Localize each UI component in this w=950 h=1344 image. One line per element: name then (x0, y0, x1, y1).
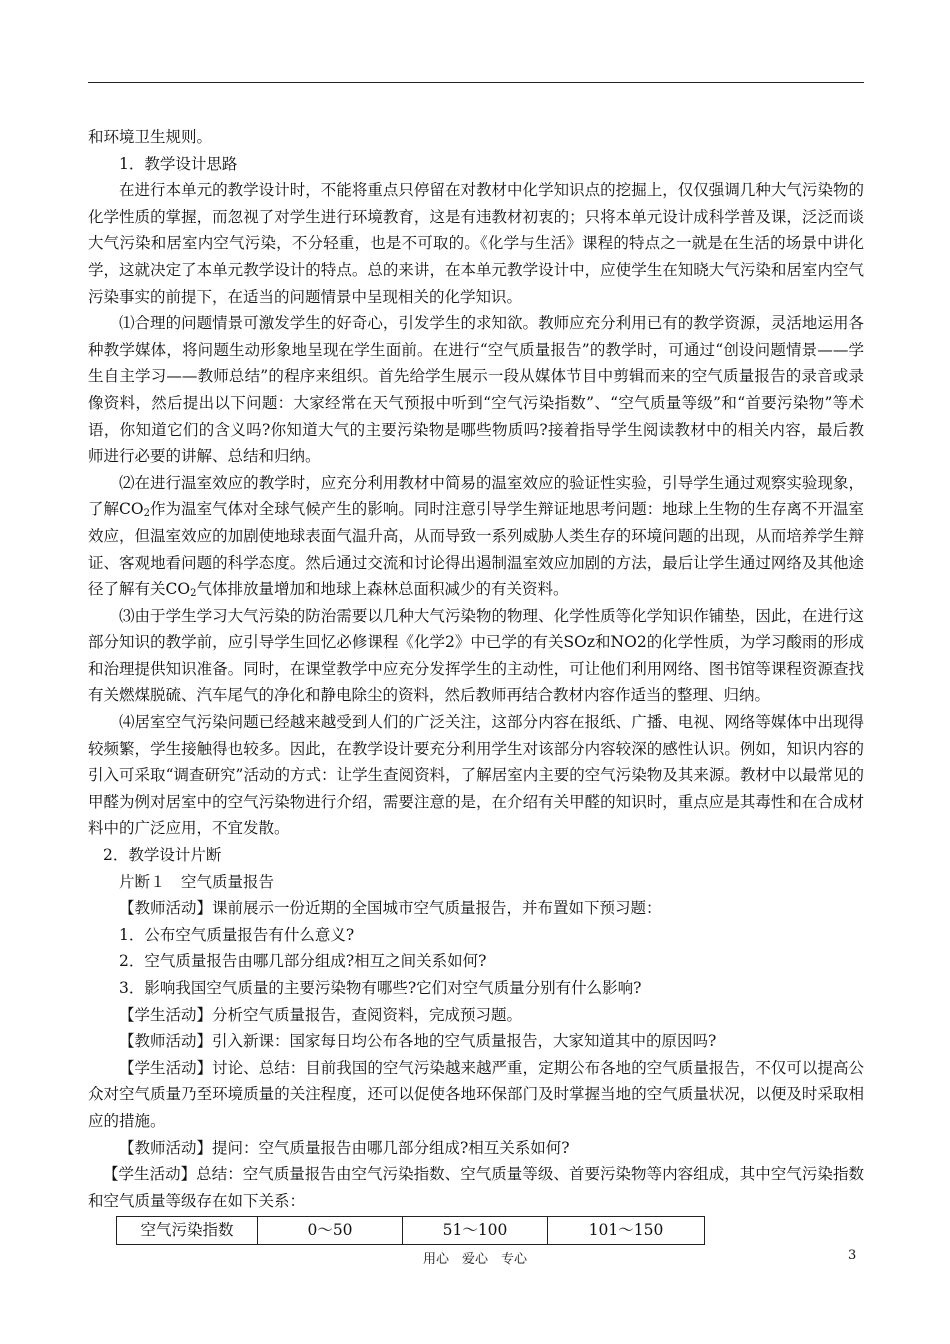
table-cell: 0～50 (258, 1217, 403, 1245)
document-body (88, 124, 864, 1245)
point-2-part-c: 气体排放量增加和地球上森林总面积减少的有关资料。 (196, 580, 569, 599)
preview-question: 1．公布空气质量报告有什么意义? (119, 925, 355, 944)
table-cell: 101～150 (548, 1217, 705, 1245)
fragment-title: 片断１ 空气质量报告 (119, 872, 275, 891)
table-header-cell: 空气污染指数 (117, 1217, 258, 1245)
student-activity: 【学生活动】分析空气质量报告，查阅资料，完成预习题。 (119, 1005, 523, 1024)
preview-question: 3．影响我国空气质量的主要污染物有哪些?它们对空气质量分别有什么影响? (119, 979, 642, 997)
teacher-activity: 【教师活动】引入新课：国家每日均公布各地的空气质量报告，大家知道其中的原因吗? (119, 1032, 717, 1051)
student-activity: 【学生活动】总结：空气质量报告由空气污染指数、空气质量等级、首要污染物等内容组成，其中空气污染指数和空气质量等级存在如下关系： (88, 1165, 864, 1210)
teacher-activity: 【教师活动】课前展示一份近期的全国城市空气质量报告，并布置如下预习题： (119, 899, 662, 918)
paragraph-point-4: ⑷居室空气污染问题已经越来越受到人们的广泛关注，这部分内容在报纸、广播、电视、网络等媒体中出现得较频繁，学生接触得也较多。因此，在教学设计要充分利用学生对该部分内容较深的感性认识。例如，知识内容的引入可采取“调查研究”活动的方式：让学生查阅资料，了解居室内主要的空气污染物及其来源。教材中以最常见的甲醛为例对居室中的空气污染物进行介绍，需要注意的是，在介绍有关甲醛的知识时，重点应是其毒性和在合成材料中的广泛应用，不宜发散。 (88, 713, 864, 838)
paragraph-intro: 在进行本单元的教学设计时，不能将重点只停留在对教材中化学知识点的挖掘上，仅仅强调几种大气污染物的化学性质的掌握，而忽视了对学生进行环境教育，这是有违教材初衷的；只将本单元设计成科学普及课，泛泛而谈大气污染和居室内空气污染，不分轻重，也是不可取的。《化学与生活》课程的特点之一就是在生活的场景中讲化学，这就决定了本单元教学设计的特点。总的来讲，在本单元教学设计中，应使学生在知晓大气污染和居室内空气污染事实的前提下，在适当的问题情景中呈现相关的化学知识。 (88, 181, 864, 306)
subscript-2: 2 (143, 508, 150, 520)
table-cell: 51～100 (403, 1217, 548, 1245)
aqi-table (116, 1216, 705, 1245)
paragraph-continuation: 和环境卫生规则。 (88, 128, 213, 146)
preview-question: 2．空气质量报告由哪几部分组成?相互之间关系如何? (119, 952, 487, 971)
teacher-activity: 【教师活动】提问：空气质量报告由哪几部分组成?相互关系如何? (119, 1138, 570, 1157)
page-number: 3 (848, 1248, 857, 1263)
header-rule (88, 82, 864, 83)
student-activity: 【学生活动】讨论、总结：目前我国的空气污染越来越严重，定期公布各地的空气质量报告，不仅可以提高公众对空气质量乃至环境质量的关注程度，还可以促使各地环保部门及时掌握当地的空气质量状况，以便及时采取相应的措施。 (88, 1058, 864, 1130)
paragraph-point-1: ⑴合理的问题情景可激发学生的好奇心，引发学生的求知欲。教师应充分利用已有的教学资源，灵活地运用各种教学媒体，将问题生动形象地呈现在学生面前。在进行“空气质量报告”的教学时，可通过“创设问题情景——学生自主学习——教师总结”的程序来组织。首先给学生展示一段从媒体节目中剪辑而来的空气质量报告的录音或录像资料，然后提出以下问题：大家经常在天气预报中听到“空气污染指数”、“空气质量等级”和“首要污染物”等术语，你知道它们的含义吗?你知道大气的主要污染物是哪些物质吗?接着指导学生阅读教材中的相关内容，最后教师进行必要的讲解、总结和归纳。 (88, 314, 864, 466)
paragraph-point-2 (88, 470, 864, 603)
paragraph-point-3: ⑶由于学生学习大气污染的防治需要以几种大气污染物的物理、化学性质等化学知识作铺垫，因此，在进行这部分知识的教学前，应引导学生回忆必修课程《化学2》中已学的有关SOz和NO2的化学性质，为学习酸雨的形成和治理提供知识准备。同时，在课堂教学中应充分发挥学生的主动性，可让他们利用网络、图书馆等课程资源查找有关燃煤脱硫、汽车尾气的净化和静电除尘的资料，然后教师再结合教材内容作适当的整理、归纳。 (88, 606, 864, 705)
section-heading-design-fragments: 2．教学设计片断 (103, 846, 222, 865)
subscript-2: 2 (190, 588, 197, 600)
section-heading-design-ideas: 1．教学设计思路 (119, 154, 238, 173)
table-row (117, 1217, 705, 1245)
point-2-part-b: 作为温室气体对全球气候产生的影响。同时注意引导学生辩证地思考问题：地球上生物的生存离不开温室效应，但温室效应的加剧使地球表面气温升高，从而导致一系列威胁人类生存的环境问题的出现，从而培养学生辩证、客观地看问题的科学态度。然后通过交流和讨论得出遏制温室效应加剧的方法，最后让学生通过网络及其他途径了解有关CO (88, 500, 864, 599)
page-footer: 用心 爱心 专心 (422, 1252, 527, 1267)
point-2-part-a: ⑵在进行温室效应的教学时，应充分利用教材中简易的温室效应的验证性实验，引导学生通过观察实验现象，了解CO (88, 473, 864, 519)
